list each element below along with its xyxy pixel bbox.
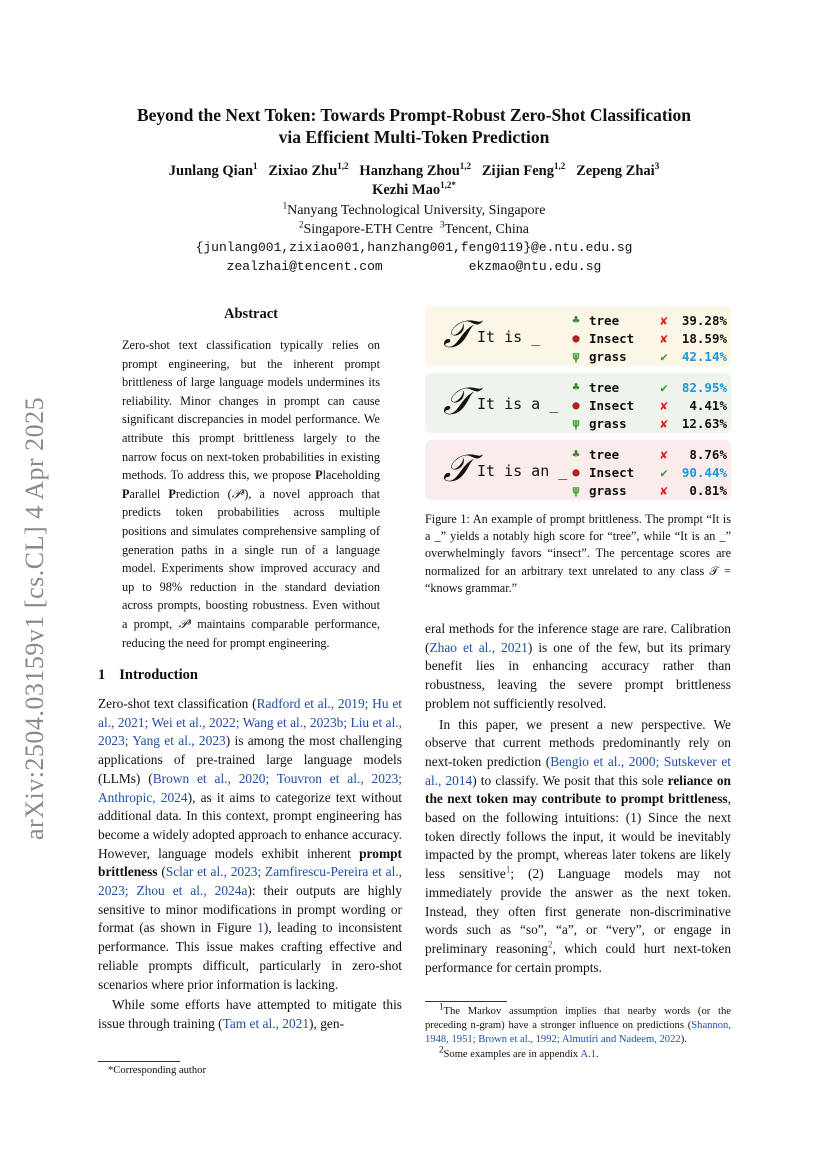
tree-icon: ♣ [572,447,580,461]
abstract-text: Zero-shot text classification typically relies on prompt engineering, but the inherent prompt brittleness of large language models undermines its reliability. Minor changes in prompt can cause significant discrepancies in model performance. We attribute this prompt brittleness largely to the narrow focus on next-token probabilities in existing methods. To address this, we propose Placeholding Parallel Prediction (𝒫³), a novel approach that predicts token probabilities across multiple positions and simulates comprehensive sampling of generation paths in a single run of a language model. Experiments show improved accuracy and up to 98% reduction in the standard deviation across prompts, boosting robustness. Even without a prompt, 𝒫³ maintains comparable performance, reducing the need for prompt engineering. [122,338,381,650]
email-right: ekzmao@ntu.edu.sg [468,258,602,274]
citation-link[interactable]: Sclar et al., 2023; Zamfirescu-Pereira et al., 2023; Zhou et al., 2024a [98,864,402,899]
citation-link[interactable]: Brown et al., 2020; Touvron et al., 2023; Anthropic, 2024 [98,770,403,805]
author-name: Zixiao Zhu [268,163,338,179]
footnote-2: $^2$Some examples are in appendix A.1. [439,1044,599,1060]
option-row: ψ grass ✘ 12.63% [567,414,727,432]
right-paragraph-2: In this paper, we present a new perspective. We observe that current methods predominantly rely on next-token prediction (Bengio et al., 2000; Sutskever et al., 2014) to classify. We posit that this sole reliance on the next token may contribute to prompt brittleness, based on the following intuitions: (1) Since the next token directly follows the input, it would be inevitably impacted by the prompt, whereas later tokens are likely less sensitive$^1$; (2) Language models may not immediately provide the answer as the next token. Instead, they often first generate non-discriminative words such as “so”, “a”, or “very”, or engage in preliminary reasoning$^2$, which could hurt next-token performance for certain prompts. [425,716,732,975]
author-name: Zijian Feng [481,163,554,179]
author-name: Zepeng Zhai [576,163,655,179]
grass-icon: ψ [572,483,580,497]
option-row: ● Insect ✘ 4.41% [567,396,727,414]
figure-panel-1 [425,306,731,366]
prompt-text: It is an _ [477,462,568,480]
ladybug-icon: ● [572,465,580,479]
footnote-ref[interactable]: 2 [548,939,553,950]
tree-icon: ♣ [572,313,580,327]
option-row: ♣ tree ✔ 82.95% [567,378,727,396]
prompt-text: It is _ [477,328,541,346]
intro-paragraph-2: While some efforts have attempted to mitigate this issue through training (Tam et al., 2021), gen- [98,997,402,1031]
class-symbol: 𝒯 [443,379,473,423]
author-affil: 1,2 [459,161,472,172]
affiliations [60,202,768,276]
arxiv-identifier: arXiv:2504.03159v1 [cs.CL] 4 Apr 2025 [20,396,49,840]
author-name: Hanzhang Zhou [359,163,460,179]
right-paragraph-1: eral methods for the inference stage are rare. Calibration (Zhao et al., 2021) is one of the few, but its primary benefit lies in enhancing accuracy rather than robustness, leaving the severe prompt brittleness problem not sufficiently resolved. [425,621,731,711]
option-row: ψ grass ✔ 42.14% [567,347,727,365]
footnote-rule [98,1061,180,1062]
left-column-body [98,695,402,1034]
class-symbol: 𝒯 [443,312,473,356]
affiliation-3: Tencent, China [444,221,529,237]
class-symbol: 𝒯 [443,446,473,490]
abstract-heading: Abstract [224,306,278,322]
appendix-link[interactable]: A.1 [580,1048,596,1060]
citation-link[interactable]: Shannon, 1948, 1951; Brown et al., 1992; Almutiri and Nadeem, 2022 [425,1020,731,1046]
affil-sup: 2 [298,218,304,229]
citation-link[interactable]: Radford et al., 2019; Hu et al., 2021; Wei et al., 2022; Wang et al., 2023b; Liu et al., 2023; Yang et al., 2023 [98,696,403,749]
option-row: ♣ tree ✘ 39.28% [567,311,727,329]
intro-paragraph-1: Zero-shot text classification (Radford et al., 2019; Hu et al., 2021; Wei et al., 2022; Wang et al., 2023b; Liu et al., 2023; Yang et al., 2023) is among the most challenging applications of pre-trained large language models (LLMs) (Brown et al., 2020; Touvron et al., 2023; Anthropic, 2024), as it aims to categorize text without additional data. In this context, prompt engineering has become a widely adopted approach to enhance accuracy. However, language models exhibit inherent prompt brittleness (Sclar et al., 2023; Zamfirescu-Pereira et al., 2023; Zhou et al., 2024a): their outputs are highly sensitive to minor modifications in prompt wording or format (as shown in Figure 1), leading to inconsistent performance. This issue makes crafting effective and reliable prompts difficult, particularly in zero-shot scenarios where prior information is lacking. [98,696,403,992]
option-row: ● Insect ✘ 18.59% [567,329,727,347]
section-heading [98,667,198,684]
figure-caption: Figure 1: An example of prompt brittleness. The prompt “It is a _” yields a notably high score for “tree”, while “It is an _” overwhelmingly favors “insect”. The percentage scores are normalized for an arbitrary text unrelated to any class 𝒯 = “knows grammar.” [425,512,731,595]
author-affil: 1 [253,161,258,172]
option-row: ♣ tree ✘ 8.76% [567,445,727,463]
figure-panel-3 [425,440,731,500]
author-list [60,162,768,200]
grass-icon: ψ [572,416,580,430]
figure-ref-link[interactable]: 1 [257,920,264,936]
footnote-ref[interactable]: 1 [505,864,511,875]
email-line-1: {junlang001,zixiao001,hanzhang001,feng0119}@e.ntu.edu.sg [195,240,633,255]
option-row: ● Insect ✔ 90.44% [567,463,727,481]
affil-sup: 1 [282,200,288,211]
figure-panel-2 [425,373,731,433]
section-title: Introduction [119,667,198,683]
footnote-1: $^1$The Markov assumption implies that nearby words (or the preceding n-gram) have a stronger influence on predictions (Shannon, 1948, 1951; Brown et al., 1992; Almutiri and Nadeem, 2022). [425,1001,731,1046]
citation-link[interactable]: Bengio et al., 2000; Sutskever et al., 2014 [425,753,731,788]
citation-link[interactable]: Tam et al., 2021 [222,1015,310,1031]
tree-icon: ♣ [572,380,580,394]
grass-icon: ψ [572,349,580,363]
author-affil: 1,2 [337,161,349,172]
author-name: Kezhi Mao [372,182,441,198]
paper-title [70,104,758,148]
author-affil: 1,2* [440,180,456,191]
title-line-2: via Efficient Multi-Token Prediction [278,127,550,147]
affil-sup: 3 [439,218,445,229]
citation-link[interactable]: Zhao et al., 2021 [429,639,528,655]
title-line-1: Beyond the Next Token: Towards Prompt-Robust Zero-Shot Classification [136,105,692,125]
affiliation-1: Nanyang Technological University, Singapore [287,203,546,218]
footnote-corresponding: *Corresponding author [108,1065,206,1076]
ladybug-icon: ● [572,331,580,345]
author-affil: 1,2 [554,161,566,172]
footnotes-right [425,1001,731,1062]
option-row: ψ grass ✘ 0.81% [567,481,727,499]
author-affil: 3 [654,161,660,172]
section-number: 1 [98,667,106,683]
right-column-body [425,620,731,977]
affiliation-2: Singapore-ETH Centre [303,221,433,237]
prompt-text: It is a _ [477,395,559,413]
footnote-rule [425,1001,507,1002]
email-left: zealzhai@tencent.com [226,258,383,274]
author-name: Junlang Qian [168,163,254,179]
ladybug-icon: ● [572,398,580,412]
